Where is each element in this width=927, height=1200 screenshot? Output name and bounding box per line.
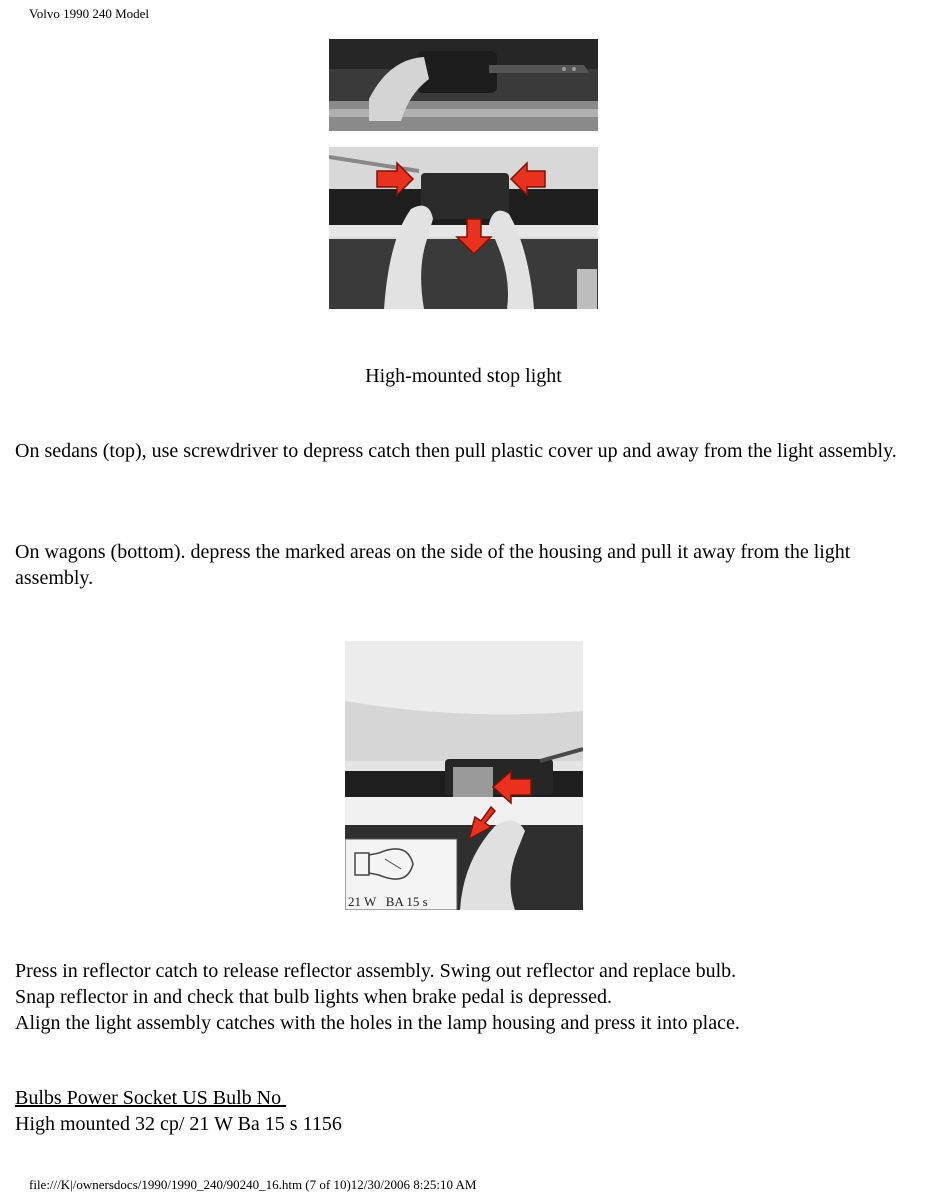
bulb-table-row: High mounted 32 cp/ 21 W Ba 15 s 1156 bbox=[15, 1113, 342, 1135]
reflector-step-3: Align the light assembly catches with the holes in the lamp housing and press it into place. bbox=[15, 1012, 740, 1034]
figure-caption: High-mounted stop light bbox=[365, 365, 562, 387]
wagon-instructions: On wagons (bottom). depress the marked areas on the side of the housing and pull it away from the light assembly. bbox=[15, 541, 851, 589]
reflector-step-2: Snap reflector in and check that bulb lights when brake pedal is depressed. bbox=[15, 986, 613, 1008]
reflector-photo bbox=[345, 641, 583, 910]
bulb-table-header: Bulbs Power Socket US Bulb No bbox=[15, 1087, 287, 1109]
reflector-instructions bbox=[15, 958, 915, 1036]
sedan-instructions: On sedans (top), use screwdriver to depress catch then pull plastic cover up and away from the light assembly. bbox=[15, 440, 897, 462]
file-path-footer: file:///K|/ownersdocs/1990/1990_240/90240_16.htm (7 of 10)12/30/2006 8:25:10 AM bbox=[29, 1177, 477, 1192]
document-header: Volvo 1990 240 Model bbox=[29, 6, 150, 21]
stop-light-photo bbox=[329, 39, 598, 309]
bulb-spec-label: 21 W BA 15 s bbox=[348, 894, 428, 909]
reflector-step-1: Press in reflector catch to release reflector assembly. Swing out reflector and replace bulb. bbox=[15, 960, 737, 982]
bulb-table bbox=[15, 1085, 915, 1137]
